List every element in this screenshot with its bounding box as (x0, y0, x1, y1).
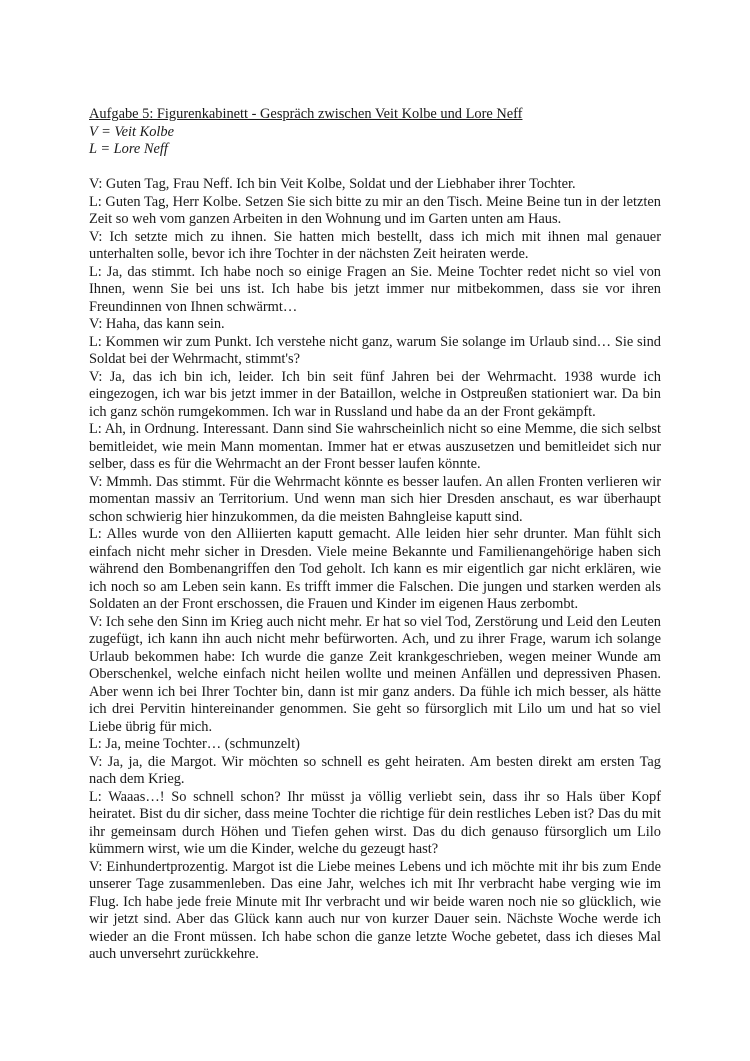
dialogue-turn: V: Ja, ja, die Margot. Wir möchten so schnell es geht heiraten. Am besten direkt am ersten Tag nach dem Krieg. (89, 753, 661, 787)
document-page (89, 106, 661, 964)
assignment-title: Aufgabe 5: Figurenkabinett - Gespräch zwischen Veit Kolbe und Lore Neff (89, 106, 523, 122)
dialogue-turn: V: Ja, das ich bin ich, leider. Ich bin seit fünf Jahren bei der Wehrmacht. 1938 wurde ich eingezogen, ich war bis jetzt immer in der Bataillon, welche in Ostpreußen stationiert war. Da bin ich ganz schön rumgekommen. Ich war in Russland und habe da an der Front gekämpft. (89, 368, 661, 420)
dialogue-turn: V: Ich setzte mich zu ihnen. Sie hatten mich bestellt, dass ich mich mit ihnen mal genauer unterhalten solle, bevor ich ihre Tochter in der nächsten Zeit heiraten werde. (89, 228, 661, 262)
dialogue-turn: L: Ja, meine Tochter… (schmunzelt) (89, 736, 300, 752)
spacer (89, 159, 661, 177)
dialogue-turn: L: Waaas…! So schnell schon? Ihr müsst ja völlig verliebt sein, dass ihr so Hals über Kopf heiratet. Bist du dir sicher, dass meine Tochter die richtige für dein restliches Leben ist? Das du mit ihr gemeinsam durch Höhen und Tiefen gehen wirst. Das du dich genauso fürsorglich um Lilo kümmern wirst, wie um die Kinder, welche du gezeugt hast? (89, 788, 661, 857)
speaker-legend-v: V = Veit Kolbe (89, 123, 174, 140)
dialogue-turn: V: Ich sehe den Sinn im Krieg auch nicht mehr. Er hat so viel Tod, Zerstörung und Leid den Leuten zugefügt, ich kann ihn auch nicht mehr befürworten. Ach, und zu ihrer Frage, warum ich solange Urlaub bekommen habe: Ich wurde die ganze Zeit krankgeschrieben, wegen meiner Wunde am Oberschenkel, welche einfach nicht heilen wollte und meinen Anfällen und depressiven Phasen. Aber wenn ich bei Ihrer Tochter bin, dann ist mir ganz anders. Da fühle ich mich besser, als hätte ich drei Pervitin hintereinander genommen. Sie geht so fürsorglich mit Lilo um und hat so viel Liebe übrig für mich. (89, 613, 661, 735)
dialogue-turn: V: Haha, das kann sein. (89, 316, 225, 332)
dialogue-turn: L: Alles wurde von den Alliierten kaputt gemacht. Alle leiden hier sehr drunter. Man fühlt sich einfach nicht mehr sicher in Dresden. Viele meine Bekannte und Familienangehörige haben sich während den Bombenangriffen den Tod geholt. Ich kann es mir eigentlich gar nicht erklären, wie ich noch so am Leben sein kann. Es trifft immer die Falschen. Die jungen und starken werden als Soldaten an der Front erschossen, die Frauen und Kinder im eigenen Haus zerbombt. (89, 526, 661, 612)
dialogue-turn: L: Ah, in Ordnung. Interessant. Dann sind Sie wahrscheinlich nicht so eine Memme, die sich selbst bemitleidet, wie mein Mann momentan. Immer hat er etwas auszusetzen und bemitleidet sich nur selber, dass es für die Wehrmacht an der Front besser laufen könnte. (89, 421, 661, 472)
speaker-legend-l: L = Lore Neff (89, 141, 168, 157)
dialogue-turn: V: Einhundertprozentig. Margot ist die Liebe meines Lebens und ich möchte mit ihr bis zum Ende unserer Tage zusammenleben. Das eine Jahr, welches ich mit Ihr verbracht habe verging wie im Flug. Ich habe jede freie Minute mit Ihr verbracht und wir beide waren noch nie so glücklich, wie wir jetzt sind. Aber das Glück kann auch nur von kurzer Dauer sein. Nächste Woche werde ich wieder an die Front müssen. Ich habe schon die ganze letzte Woche gebetet, dass ich dieses Mal auch unversehrt zurückkehre. (89, 858, 661, 962)
dialogue-turn: L: Kommen wir zum Punkt. Ich verstehe nicht ganz, warum Sie solange im Urlaub sind… Sie sind Soldat bei der Wehrmacht, stimmt's? (89, 333, 661, 367)
dialogue-turn: L: Guten Tag, Herr Kolbe. Setzen Sie sich bitte zu mir an den Tisch. Meine Beine tun in der letzten Zeit so weh vom ganzen Arbeiten in den Wohnung und im Garten unten am Haus. (89, 193, 661, 227)
dialogue-turn: L: Ja, das stimmt. Ich habe noch so einige Fragen an Sie. Meine Tochter redet nicht so viel von Ihnen, wenn Sie bei uns ist. Ich habe bis jetzt immer nur mitbekommen, dass sie vor ihren Freundinnen von Ihnen schwärmt… (89, 263, 661, 315)
dialogue-turn: V: Guten Tag, Frau Neff. Ich bin Veit Kolbe, Soldat und der Liebhaber ihrer Tochter. (89, 176, 576, 192)
dialogue-turn: V: Mmmh. Das stimmt. Für die Wehrmacht könnte es besser laufen. An allen Fronten verlieren wir momentan massiv an Territorium. Und wenn man sich hier Dresden anschaut, es war überhaupt schon schwierig hier hinzukommen, da die meisten Bahngleise kaputt sind. (89, 473, 661, 525)
